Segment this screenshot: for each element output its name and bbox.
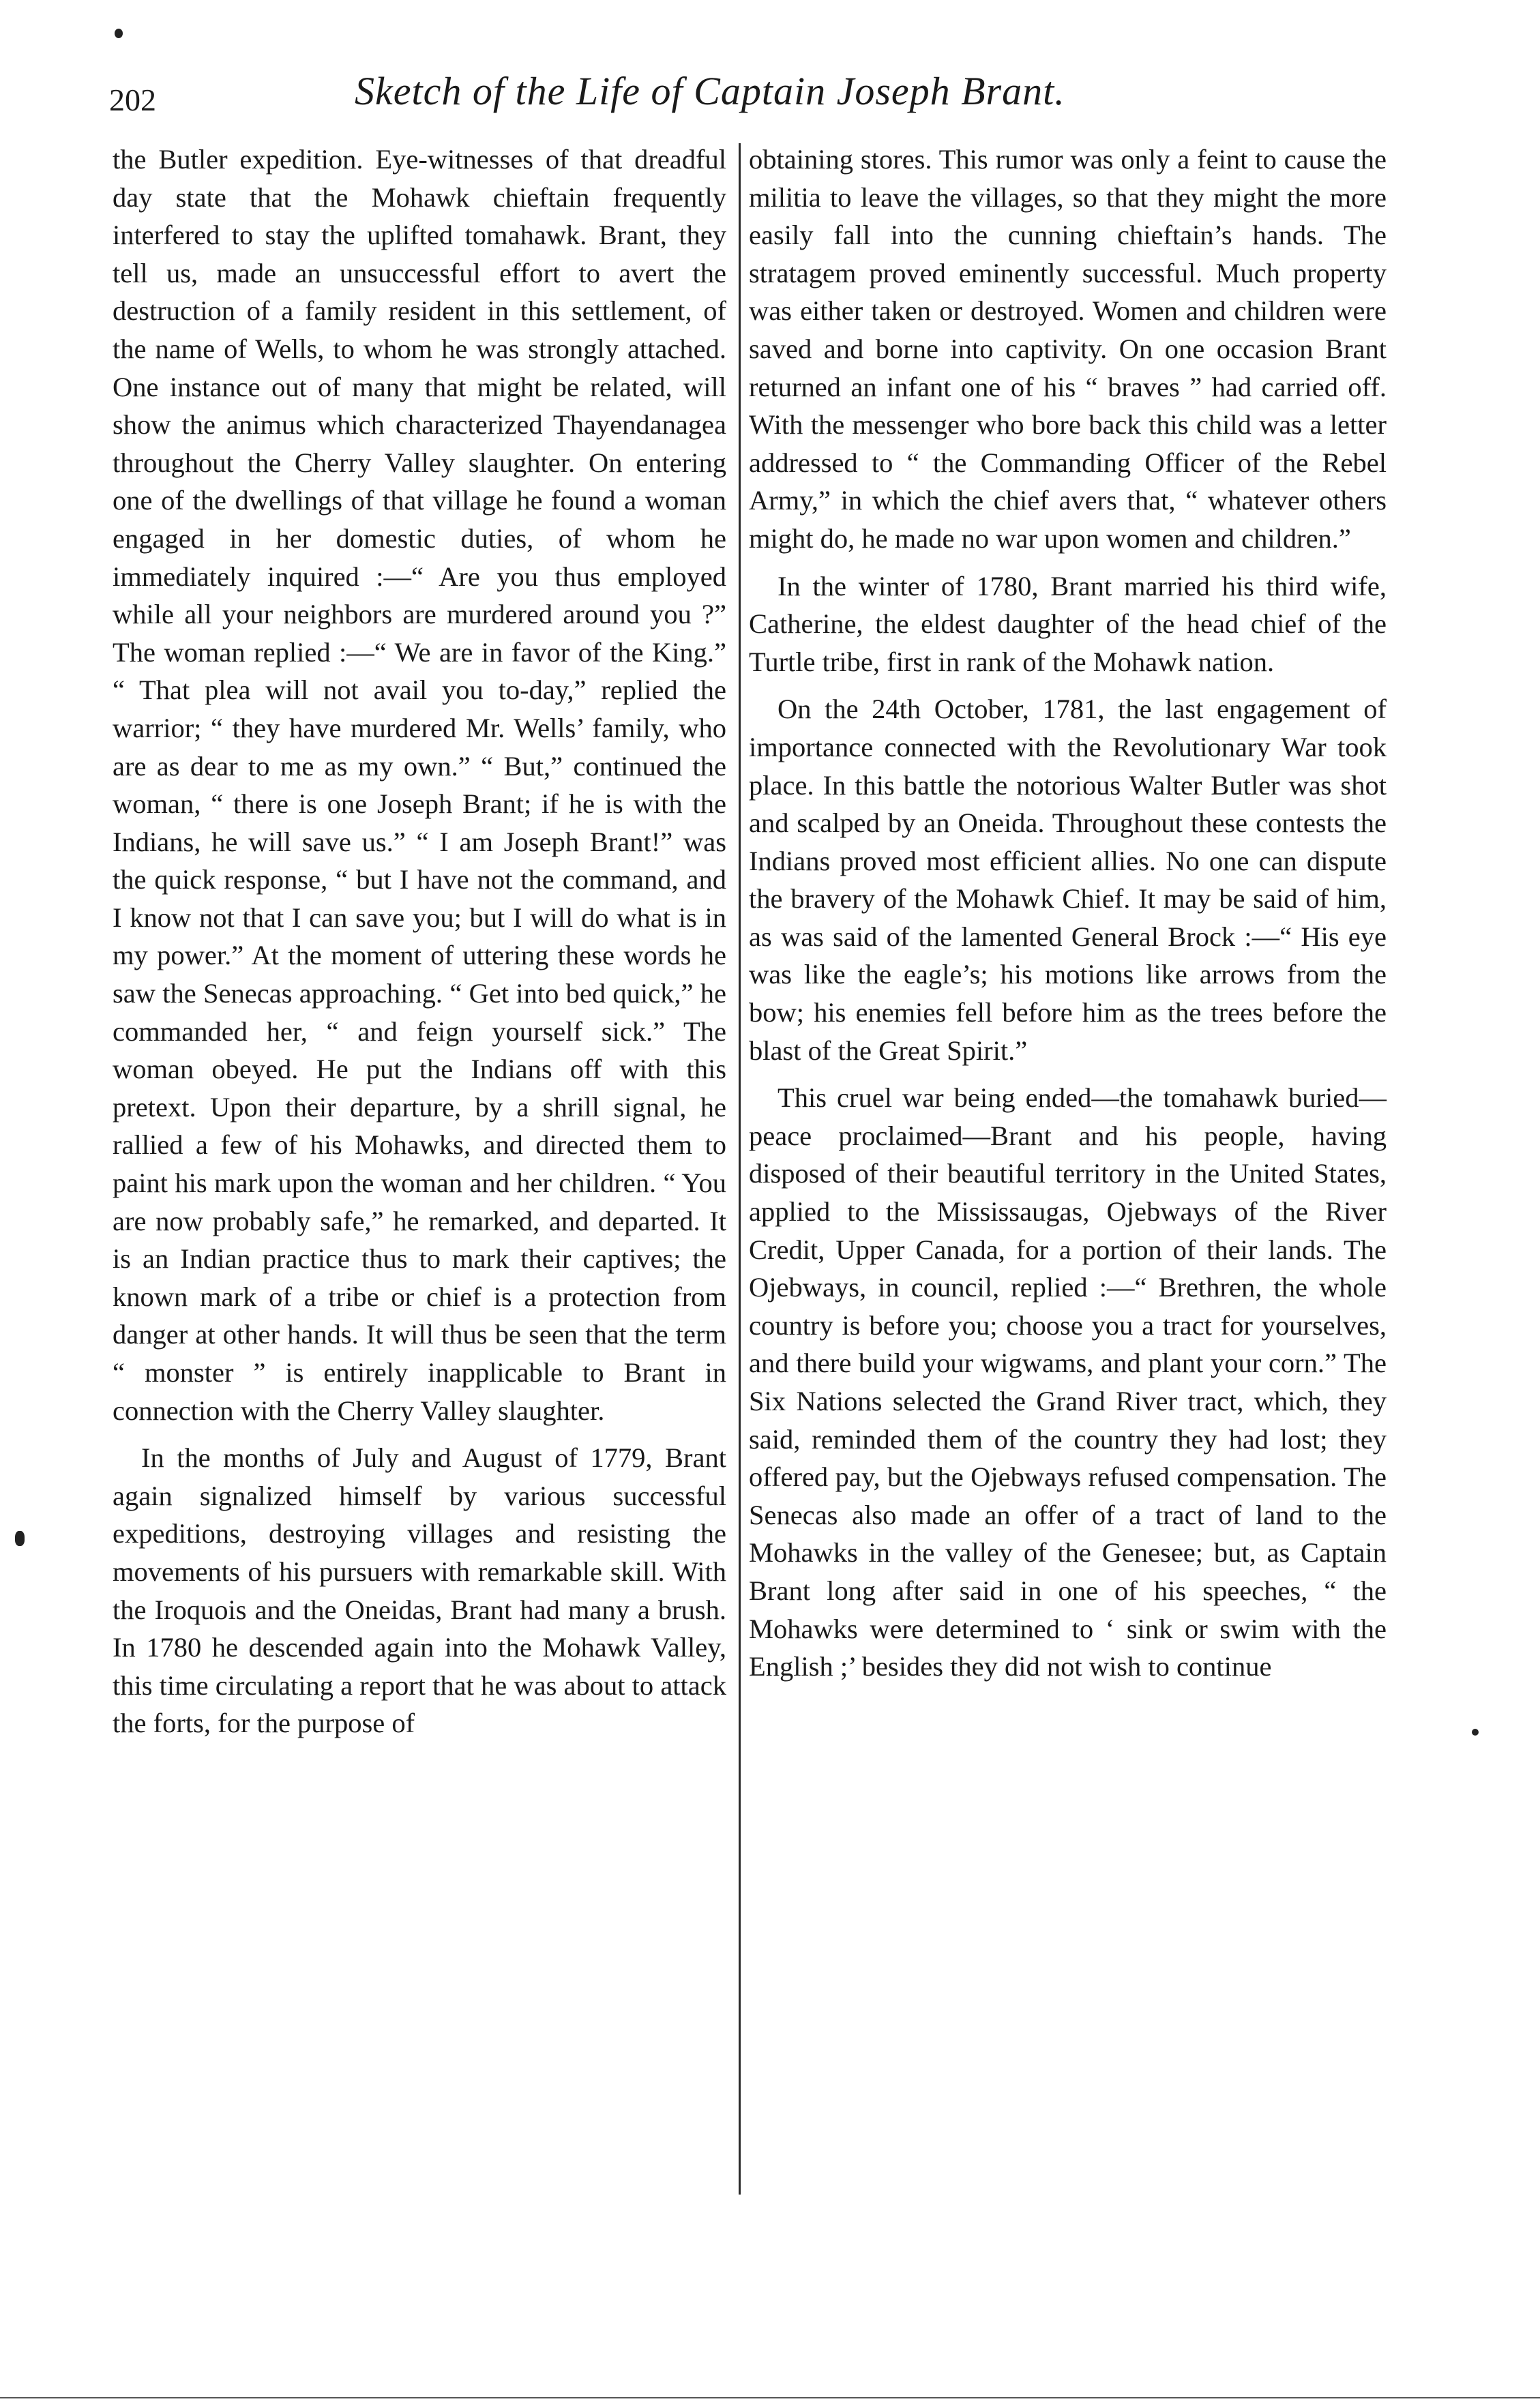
right-paragraph-2: In the winter of 1780, Brant married his third wife, Catherine, the eldest daughter of the head chief of the Turtle tribe, first in rank of the Mohawk nation.: [749, 570, 1387, 677]
right-paragraph-4: This cruel war being ended—the tomahawk buried—peace proclaimed—Brant and his people, having disposed of their beautiful territory in the United States, applied to the Mississaugas, Ojebways of the River Credit, Upper Canada, for a portion of their lands. The Ojebways, in council, replied :—“ Brethren, the whole country is before you; choose you a tract for yourselves, and there build your wigwams, and plant your corn.” The Six Nations selected the Grand River tract, which, they said, reminded them of the country they had lost; they offered pay, but the Ojebways refused compensation. The Senecas also made an offer of a tract of land to the Mohawks in the valley of the Genesee; but, as Captain Brant long after said in one of his speeches, “ the Mohawks were determined to ‘ sink or swim with the English ;’ besides they did not wish to continue: [749, 1082, 1387, 1682]
right-paragraph-3: On the 24th October, 1781, the last engagement of importance connected with the Revolutionary War took place. In this battle the notorious Walter Butler was shot and scalped by an Oneida. Throughout these contests the Indians proved most efficient allies. No one can dispute the bravery of the Mohawk Chief. It may be said of him, as was said of the lamented General Brock :—“ His eye was like the eagle’s; his motions like arrows from the bow; his enemies fell before him as the trees before the blast of the Great Spirit.”: [749, 694, 1387, 1066]
page-number: 202: [109, 83, 156, 117]
page-header: [109, 68, 1391, 123]
ink-speck-right: [1472, 1729, 1479, 1736]
ink-speck-top: [115, 29, 123, 38]
right-paragraph-1: obtaining stores. This rumor was only a feint to cause the militia to leave the villages, so that they might the more easily fall into the cunning chieftain’s hands. The stratagem proved eminently successful. Much property was either taken or destroyed. Women and children were saved and borne into captivity. On one occasion Brant returned an infant one of his “ braves ” had carried off. With the messenger who bore back this child was a letter addressed to “ the Commanding Officer of the Rebel Army,” in which the chief avers that, “ whatever others might do, he made no war upon women and children.”: [749, 144, 1387, 554]
left-column: [113, 140, 726, 1742]
right-column: [749, 140, 1387, 1686]
left-paragraph-1: the Butler expedition. Eye-witnesses of that dreadful day state that the Mohawk chieftain frequently interfered to stay the uplifted tomahawk. Brant, they tell us, made an unsuccessful effort to avert the destruction of a family resident in this settlement, of the name of Wells, to whom he was strongly attached. One instance out of many that might be related, will show the animus which characterized Thayendanagea throughout the Cherry Valley slaughter. On entering one of the dwellings of that village he found a woman engaged in her domestic duties, of whom he immediately inquired :—“ Are you thus employed while all your neighbors are murdered around you ?” The woman replied :—“ We are in favor of the King.” “ That plea will not avail you to-day,” replied the warrior; “ they have murdered Mr. Wells’ family, who are as dear to me as my own.” “ But,” continued the woman, “ there is one Joseph Brant; if he is with the Indians, he will save us.” “ I am Joseph Brant!” was the quick response, “ but I have not the command, and I know not that I can save you; but I will do what is in my power.” At the moment of uttering these words he saw the Senecas approaching. “ Get into bed quick,” he commanded her, “ and feign yourself sick.” The woman obeyed. He put the Indians off with this pretext. Upon their departure, by a shrill signal, he rallied a few of his Mohawks, and directed them to paint his mark upon the woman and her children. “ You are now probably safe,” he remarked, and departed. It is an Indian practice thus to mark their captives; the known mark of a tribe or chief is a protection from danger at other hands. It will thus be seen that the term “ monster ” is entirely inapplicable to Brant in connection with the Cherry Valley slaughter.: [113, 144, 726, 1426]
running-title: Sketch of the Life of Captain Joseph Brant.: [355, 69, 1065, 113]
ink-speck-margin: [15, 1531, 25, 1546]
column-divider: [739, 143, 741, 2195]
scan-edge-line: [0, 2397, 1540, 2398]
left-paragraph-2: In the months of July and August of 1779, Brant again signalized himself by various successful expeditions, destroying villages and resisting the movements of his pursuers with remarkable skill. With the Iroquois and the Oneidas, Brant had many a brush. In 1780 he descended again into the Mohawk Valley, this time circulating a report that he was about to attack the forts, for the purpose of: [113, 1442, 726, 1739]
